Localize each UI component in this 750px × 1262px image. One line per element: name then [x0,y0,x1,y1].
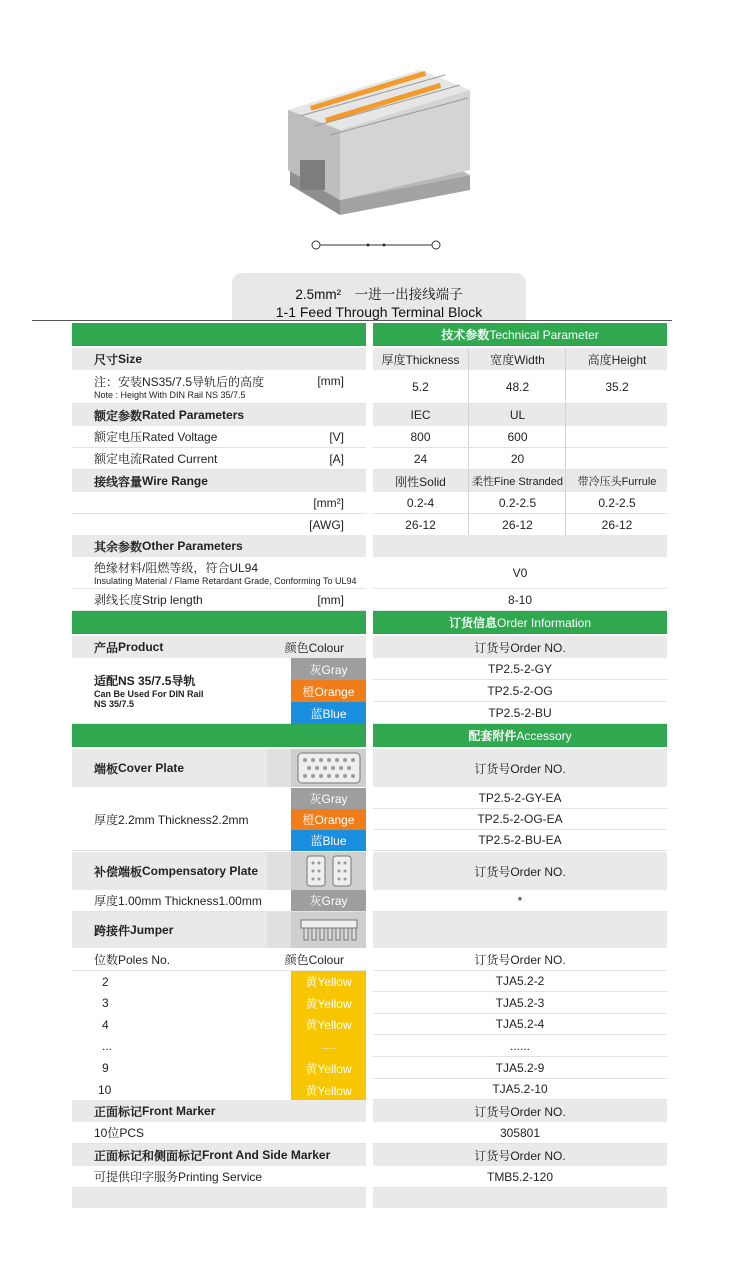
jumper-code-4: TJA5.2-4 [495,1017,545,1031]
cover-order-row-blue [373,830,667,851]
swatch-orange: 橙Orange [291,680,366,702]
front-code: 305801 [499,1125,541,1140]
jumper-order-header-row [373,949,667,971]
cover-order-row-gray [373,788,667,809]
awg-fine: 26-12 [468,514,566,535]
product-label-en: Product [118,640,164,654]
jumper-row [72,912,366,948]
strip-value-row [373,589,667,611]
size-note-row [72,370,366,404]
side-code: TMB5.2-120 [486,1169,554,1184]
pole-9: 9 [102,1061,109,1075]
order-header-en: Order Information [496,615,592,630]
image-slider-indicator[interactable] [310,238,442,252]
other-label-row [72,535,366,557]
jumper-code-9: TJA5.2-9 [495,1060,545,1075]
size-note-cn: 注：安装NS35/7.5导轨后的高度 [94,375,265,389]
strip-label: 剥线长度Strip length [94,593,203,607]
comp-order-header-row [373,852,667,890]
current-label: 额定电流Rated Current [94,452,218,466]
awg-row [72,514,366,536]
order-no-header: 订货号Order NO. [474,640,566,655]
product-rail-block [72,658,366,724]
size-label-row [72,348,366,370]
awg-ferrule: 26-12 [565,514,668,535]
size-col-header-row [373,348,667,370]
cover-code-gray: TP2.5-2-GY-EA [478,791,562,805]
comp-order-row [373,890,667,912]
rated-std-row [373,404,667,426]
size-width-value: 48.2 [468,370,566,403]
std-empty [565,404,668,426]
jumper-swatch-4: 黄Yellow [291,1014,366,1035]
order-row-gray [373,658,667,680]
title-divider [32,320,672,321]
strip-row [72,589,366,611]
jumper-poles-block [72,971,366,1101]
jumper-thumb-shade [267,912,291,948]
comp-plate-image [291,852,366,890]
col-solid: 刚性Solid [395,474,446,489]
wire-label-cn: 接线容量 [94,474,143,489]
jumper-label-cn: 跨接件 [94,923,131,938]
cover-code-orange: TP2.5-2-OG-EA [477,812,563,826]
voltage-row [72,426,366,448]
accessory-header-bar [373,724,667,747]
other-blank-row [373,535,667,557]
jumper-header-row [72,949,366,971]
left-accessory-bar [72,724,366,747]
strip-unit: [mm] [317,592,344,607]
wire-label-row [72,470,366,492]
left-footer-row [72,1188,366,1208]
mm2-values-row [373,492,667,514]
left-order-bar [72,611,366,634]
side-desc-row [72,1166,366,1188]
size-thickness-value: 5.2 [412,379,429,394]
right-footer-row [373,1188,667,1208]
jumper-code-ellipsis: ...... [509,1038,530,1053]
order-header-cn: 订货信息 [448,616,497,630]
col-width: 宽度Width [468,348,566,370]
rated-label-row [72,404,366,426]
cover-swatch-blue: 蓝Blue [291,830,366,851]
slider-dot-1 [312,241,320,249]
awg-solid: 26-12 [405,517,436,532]
order-row-blue [373,702,667,724]
title-cn: 2.5mm² 一进一出接线端子 [295,287,463,302]
voltage-empty [565,426,668,447]
swatch-gray: 灰Gray [291,658,366,680]
product-illustration [270,40,490,230]
current-row [72,448,366,470]
side-order-header: 订货号Order NO. [474,1148,566,1163]
jumper-image [291,912,366,948]
jumper-order-row-4 [373,1014,667,1035]
jumper-swatch-ellipsis: ...... [291,1035,366,1057]
side-order-header-row [373,1144,667,1166]
pole-4: 4 [102,1017,109,1032]
jumper-order-row-10 [373,1079,667,1100]
comp-label-en: Compensatory Plate [142,864,259,878]
jumper-swatch-3: 黄Yellow [291,992,366,1014]
tech-header-cn: 技术参数 [441,328,490,342]
front-order-header: 订货号Order NO. [474,1104,566,1119]
insulation-row [72,557,366,589]
left-header-bar [72,323,366,346]
slider-dot-3 [383,244,386,247]
jumper-order-row-3 [373,992,667,1014]
size-values-row [373,370,667,404]
other-label-en: Other Parameters [142,539,243,553]
front-marker-row [72,1100,366,1122]
current-values-row [373,448,667,470]
size-label-cn: 尺寸 [94,352,119,367]
awg-values-row [373,514,667,536]
side-marker-row [72,1144,366,1166]
comp-thumb-shade [267,852,291,890]
strip-value: 8-10 [507,592,533,607]
cover-thumb-shade [267,749,291,787]
title-tab [232,273,526,320]
insulation-value-row [373,557,667,589]
rail-label-en1: Can Be Used For DIN Rail [94,689,204,699]
current-empty [565,448,668,469]
comp-plate-row [72,852,366,890]
slider-dot-4 [432,241,440,249]
side-label-en: Front And Side Marker [202,1148,331,1162]
size-height-value: 35.2 [565,370,668,403]
poles-header: 位数Poles No. [94,953,171,967]
voltage-unit: [V] [329,429,344,444]
front-label-en: Front Marker [142,1104,216,1118]
col-height: 高度Height [565,348,668,370]
insulation-en: Insulating Material / Flame Retardant Grade, Conforming To UL94 [94,576,357,586]
front-order-row [373,1122,667,1144]
std-ul: UL [468,404,566,426]
slider-dot-2 [367,244,370,247]
col-ferrule: 带冷压头Furrule [565,470,668,492]
jumper-colour-header: 颜色Colour [284,953,344,967]
comp-thickness: 厚度1.00mm Thickness1.00mm [94,894,262,908]
jumper-label-en: Jumper [130,923,174,937]
cover-thickness-block [72,788,366,851]
rail-label-cn: 适配NS 35/7.5导轨 [94,674,196,688]
title-en: 1-1 Feed Through Terminal Block [275,304,483,320]
jumper-swatch-2: 黄Yellow [291,971,366,992]
pole-10: 10 [98,1083,112,1097]
mm2-ferrule: 0.2-2.5 [565,492,668,513]
current-ul: 20 [468,448,566,469]
jumper-order-header: 订货号Order NO. [474,953,566,967]
col-fine: 柔性Fine Stranded [468,470,566,492]
front-desc-row [72,1122,366,1144]
rated-label-en: Rated Parameters [142,408,245,422]
other-label-cn: 其余参数 [94,539,143,554]
cover-code-blue: TP2.5-2-BU-EA [478,833,562,847]
swatch-blue: 蓝Blue [291,702,366,724]
current-unit: [A] [329,451,344,466]
jumper-order-row-9 [373,1057,667,1079]
mm2-fine: 0.2-2.5 [468,492,566,513]
current-iec: 24 [413,451,428,466]
cover-order-header-row [373,749,667,787]
cover-plate-image [291,749,366,787]
cover-label-en: Cover Plate [118,761,185,775]
jumper-swatch-9: 黄Yellow [291,1057,366,1079]
order-code-gray: TP2.5-2-GY [487,661,553,676]
jumper-code-3: TJA5.2-3 [495,995,545,1010]
cover-swatch-gray: 灰Gray [291,788,366,809]
side-desc: 可提供印字服务Printing Service [94,1170,263,1184]
tech-header-en: Technical Parameter [489,327,599,342]
comp-code: * [517,893,523,908]
accessory-header-cn: 配套附件 [468,729,517,743]
rated-label-cn: 额定参数 [94,408,143,423]
pole-2: 2 [102,974,109,989]
jumper-code-2: TJA5.2-2 [495,974,545,988]
jumper-blank-row [373,912,667,948]
left-column [72,323,366,1208]
voltage-ul: 600 [468,426,566,447]
voltage-iec: 800 [410,429,431,444]
pole-3: 3 [102,996,109,1010]
insulation-value: V0 [512,565,528,580]
size-note-en: Note : Height With DIN Rail NS 35/7.5 [94,390,246,400]
order-row-orange [373,680,667,702]
tech-header-bar [373,323,667,346]
product-colour-header: 颜色Colour [284,640,344,655]
comp-thickness-row [72,890,366,912]
wire-col-header-row [373,470,667,492]
voltage-label: 额定电压Rated Voltage [94,430,218,444]
side-order-row [373,1166,667,1188]
comp-order-header: 订货号Order NO. [474,864,566,879]
rail-label-en2: NS 35/7.5 [94,699,135,709]
size-label-en: Size [118,352,143,366]
front-label-cn: 正面标记 [94,1104,143,1119]
order-header-bar [373,611,667,634]
comp-label-cn: 补偿端板 [94,864,143,879]
std-iec: IEC [410,408,431,422]
order-no-header-row [373,636,667,658]
insulation-cn: 绝缘材料/阻燃等级，符合UL94 [94,561,259,575]
awg-unit: [AWG] [309,517,344,532]
size-unit: [mm] [317,374,344,388]
comp-swatch-gray: 灰Gray [291,890,366,911]
col-thickness: 厚度Thickness [381,352,460,367]
cover-order-header: 订货号Order NO. [474,761,566,776]
pole-ellipsis: ... [102,1039,113,1053]
cover-swatch-orange: 橙Orange [291,809,366,830]
front-order-header-row [373,1100,667,1122]
jumper-order-row-ellipsis [373,1035,667,1057]
cover-order-row-orange [373,809,667,830]
accessory-header-en: Accessory [516,728,572,743]
mm2-row [72,492,366,514]
cover-plate-row [72,749,366,787]
jumper-order-row-2 [373,971,667,992]
order-code-blue: TP2.5-2-BU [488,705,552,720]
product-header-row [72,636,366,658]
order-code-orange: TP2.5-2-OG [487,683,553,698]
right-column [373,323,667,1208]
voltage-values-row [373,426,667,448]
front-desc: 10位PCS [94,1126,145,1140]
jumper-code-10: TJA5.2-10 [492,1082,548,1096]
cover-thickness: 厚度2.2mm Thickness2.2mm [94,812,249,827]
side-label-cn: 正面标记和侧面标记 [94,1148,203,1163]
product-label-cn: 产品 [94,640,119,655]
mm2-solid: 0.2-4 [406,495,435,510]
jumper-swatch-10: 黄Yellow [291,1079,366,1101]
wire-label-en: Wire Range [142,474,208,488]
cover-label-cn: 端板 [94,761,119,776]
mm2-unit: [mm²] [313,495,344,510]
